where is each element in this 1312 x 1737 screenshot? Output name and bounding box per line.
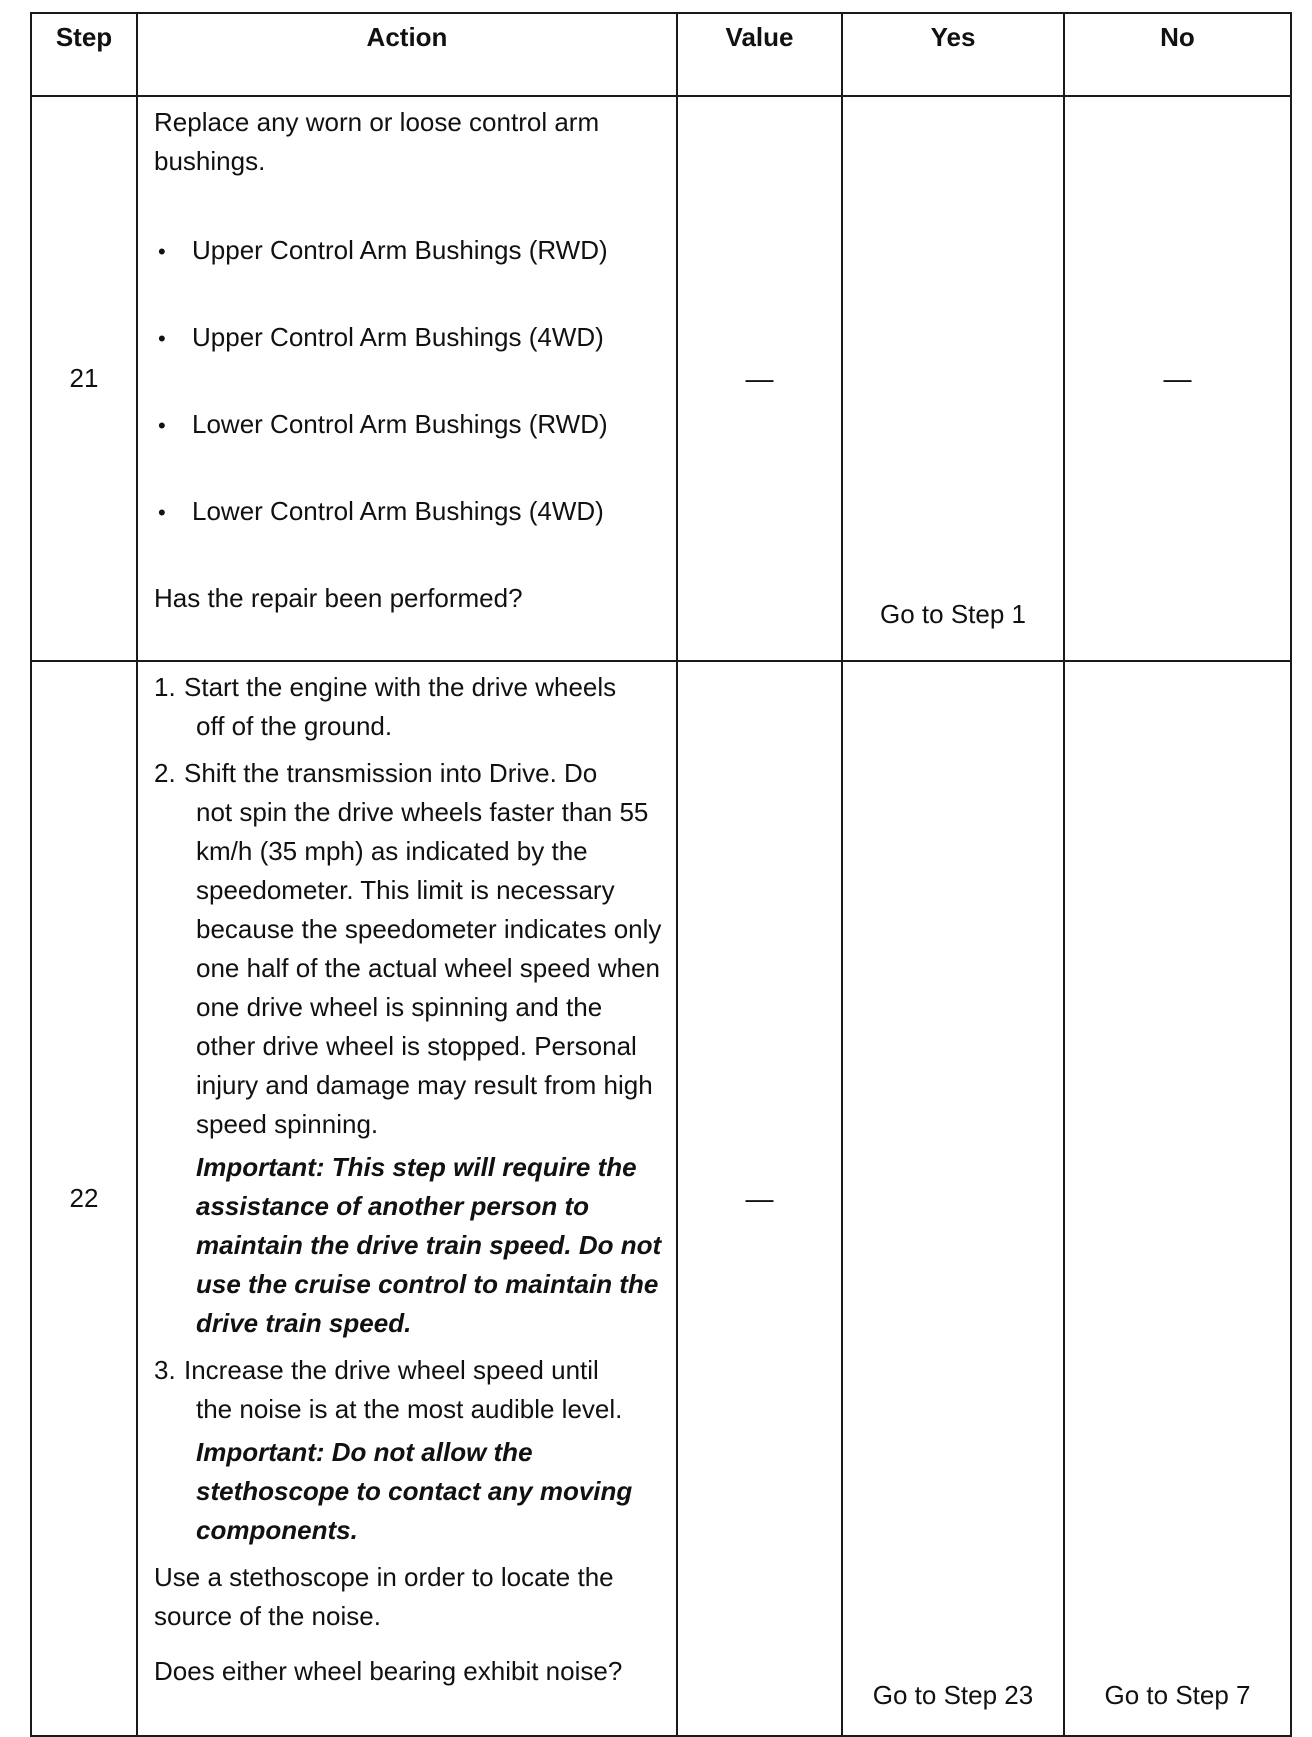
bullet-icon: • (158, 239, 166, 264)
bushing-list (154, 231, 668, 579)
diagnostic-table (30, 12, 1292, 1737)
no-cell (1064, 661, 1291, 1736)
yes-link: Go to Step 23 (872, 1680, 1034, 1710)
yes-link: Go to Step 1 (880, 599, 1026, 629)
bullet-icon: • (158, 413, 166, 438)
bullet-icon: • (158, 326, 166, 351)
no-cell: — (1064, 96, 1291, 661)
list-item: • Lower Control Arm Bushings (RWD) (158, 405, 668, 492)
yes-cell (842, 96, 1064, 661)
note-text: Use a stethoscope in order to locate the source of the noise. (154, 1562, 614, 1631)
yes-cell (842, 661, 1064, 1736)
important-note: Important: Do not allow the stethoscope to contact any moving components. (196, 1437, 633, 1545)
action-cell (137, 661, 677, 1736)
list-item: 1. Start the engine with the drive wheels off of the ground. (154, 672, 617, 741)
table-row-step-21 (31, 96, 1291, 661)
value-cell: — (677, 661, 842, 1736)
procedure-list (154, 668, 668, 1550)
bullet-icon: • (158, 500, 166, 525)
header-no: No (1064, 13, 1291, 96)
header-yes: Yes (842, 13, 1064, 96)
value-cell: — (677, 96, 842, 661)
step-number: 21 (31, 96, 137, 661)
header-step: Step (31, 13, 137, 96)
list-item: • Lower Control Arm Bushings (4WD) (158, 492, 668, 579)
list-item: • Upper Control Arm Bushings (4WD) (158, 318, 668, 405)
no-link: Go to Step 7 (1104, 1680, 1251, 1710)
table-row-step-22 (31, 661, 1291, 1736)
question-text: Has the repair been performed? (154, 583, 523, 613)
header-value: Value (677, 13, 842, 96)
important-note: Important: This step will require the assistance of another person to maintain the drive train speed. Do not use the cruise control to maintain the drive train speed. (196, 1152, 662, 1338)
header-row (31, 13, 1291, 96)
action-cell (137, 96, 677, 661)
step-number: 22 (31, 661, 137, 1736)
header-action: Action (137, 13, 677, 96)
question-text: Does either wheel bearing exhibit noise? (154, 1656, 623, 1686)
list-item: 2. Shift the transmission into Drive. Do not spin the drive wheels faster than 55 km/h (35 mph) as indicated by the speedometer. This limit is necessary because the speedometer indicates only one half of the actual wheel speed when one drive wheel is spinning and the other drive wheel is stopped. Personal injury and damage may result from high speed spinning. Important: This step will require the assistance of another person to maintain the drive train speed. Do not use the cruise control to maintain the drive train speed. (154, 754, 668, 1343)
action-intro: Replace any worn or loose control arm bushings. (154, 107, 600, 176)
list-item: 3. Increase the drive wheel speed until the noise is at the most audible level. Important: Do not allow the stethoscope to contact any moving components. (154, 1351, 668, 1550)
list-item: • Upper Control Arm Bushings (RWD) (158, 231, 668, 318)
